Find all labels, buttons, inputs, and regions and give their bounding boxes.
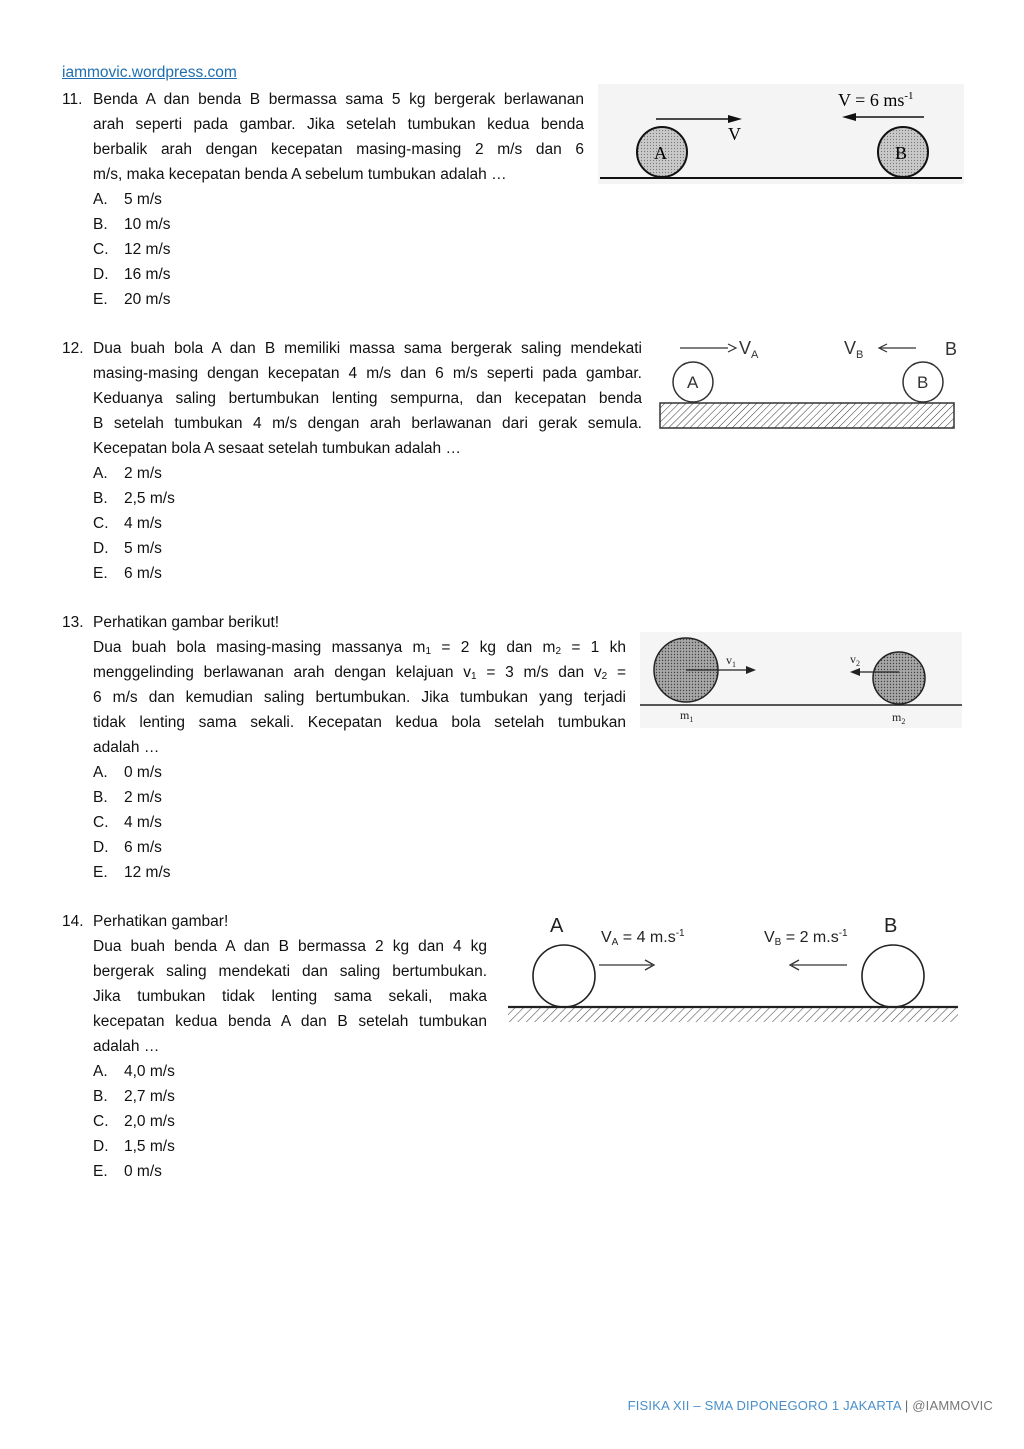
label-b: B xyxy=(945,339,958,359)
option-d[interactable] xyxy=(93,1134,487,1159)
option-letter: E. xyxy=(93,1163,108,1180)
option-b[interactable] xyxy=(93,212,584,237)
option-letter: A. xyxy=(93,764,108,781)
option-text: 4 m/s xyxy=(124,814,162,831)
option-text: 12 m/s xyxy=(124,864,171,881)
options-list xyxy=(93,461,642,586)
question-13 xyxy=(62,610,626,885)
option-text: 2,7 m/s xyxy=(124,1088,175,1105)
option-letter: E. xyxy=(93,864,108,881)
vb-label: VB = 2 $m.s^{-1}$ xyxy=(764,928,848,948)
option-a[interactable] xyxy=(93,1059,487,1084)
option-e[interactable] xyxy=(93,1159,487,1184)
option-text: 4 m/s xyxy=(124,515,162,532)
question-14 xyxy=(62,909,487,1184)
label-a: A xyxy=(550,915,564,937)
figure-q12 xyxy=(656,334,966,434)
text-line: B setelah tumbukan 4 m/s dengan arah berlawanan dari gerak semula. xyxy=(93,415,642,432)
option-b[interactable] xyxy=(93,486,642,511)
footer-handle: @IAMMOVIC xyxy=(912,1398,993,1413)
arrowhead-a xyxy=(728,344,736,352)
figure-q11 xyxy=(598,84,964,184)
text-line: berbalik arah dengan kecepatan masing-masing 2 m/s dan 6 xyxy=(93,141,584,158)
option-text: 6 m/s xyxy=(124,839,162,856)
option-e[interactable] xyxy=(93,561,642,586)
text-line: kecepatan kedua benda A dan B setelah tumbukan xyxy=(93,1013,487,1030)
text-line: Dua buah bola A dan B memiliki massa sama bergerak saling mendekati xyxy=(93,340,642,357)
options-list xyxy=(93,1059,487,1184)
question-text xyxy=(93,909,487,1059)
option-b[interactable] xyxy=(93,785,626,810)
text-line: Jika tumbukan tidak lenting sama sekali, maka xyxy=(93,988,487,1005)
option-letter: B. xyxy=(93,490,108,507)
option-letter: D. xyxy=(93,266,109,283)
vb-label: $V_B$ xyxy=(844,338,864,361)
option-text: 16 m/s xyxy=(124,266,171,283)
text-line: menggelinding berlawanan arah dengan kelajuan $v_1 = 3$ m/s dan $v_2$ = xyxy=(93,664,626,682)
figure-q14 xyxy=(504,908,962,1026)
option-text: 5 m/s xyxy=(124,540,162,557)
question-text xyxy=(93,87,584,187)
option-c[interactable] xyxy=(93,237,584,262)
ground-hatch xyxy=(508,1007,958,1022)
text-line: tidak lenting sama sekali. Kecepatan kedua bola setelah tumbukan xyxy=(93,714,626,731)
page-footer xyxy=(0,1398,993,1413)
figure-q13 xyxy=(640,632,962,728)
text-line: Benda A dan benda B bermassa sama 5 kg bergerak berlawanan xyxy=(93,91,584,108)
m1-label: $m_1$ xyxy=(680,708,694,724)
question-number: 14. xyxy=(62,913,84,930)
option-a[interactable] xyxy=(93,187,584,212)
option-text: 6 m/s xyxy=(124,565,162,582)
option-letter: C. xyxy=(93,814,109,831)
option-letter: D. xyxy=(93,540,109,557)
ball-a xyxy=(533,945,595,1007)
option-c[interactable] xyxy=(93,1109,487,1134)
option-d[interactable] xyxy=(93,262,584,287)
text-line: Dua buah bola masing-masing massanya $m_1 = 2$ kg dan $m_2 = 1$ kh xyxy=(93,639,626,657)
option-e[interactable] xyxy=(93,860,626,885)
option-letter: B. xyxy=(93,789,108,806)
text-line: arah seperti pada gambar. Jika setelah tumbukan kedua benda xyxy=(93,116,584,133)
ball-b xyxy=(862,945,924,1007)
option-letter: E. xyxy=(93,291,108,308)
option-text: 10 m/s xyxy=(124,216,171,233)
footer-separator: | xyxy=(904,1398,909,1413)
text-line: m/s, maka kecepatan benda A sebelum tumbukan adalah … xyxy=(93,166,507,183)
option-letter: C. xyxy=(93,241,109,258)
option-text: 20 m/s xyxy=(124,291,171,308)
va-label: $V_A$ xyxy=(739,338,759,361)
option-text: 4,0 m/s xyxy=(124,1063,175,1080)
option-c[interactable] xyxy=(93,810,626,835)
text-line: masing-masing dengan kecepatan 4 m/s dan 6 m/s seperti pada gambar. xyxy=(93,365,642,382)
option-letter: B. xyxy=(93,216,108,233)
option-text: 12 m/s xyxy=(124,241,171,258)
option-c[interactable] xyxy=(93,511,642,536)
option-d[interactable] xyxy=(93,835,626,860)
option-letter: A. xyxy=(93,465,108,482)
option-letter: D. xyxy=(93,839,109,856)
footer-title: FISIKA XII – SMA DIPONEGORO 1 JAKARTA xyxy=(627,1398,902,1413)
m2-label: $m_2$ xyxy=(892,710,906,726)
option-e[interactable] xyxy=(93,287,584,312)
option-text: 2,5 m/s xyxy=(124,490,175,507)
option-text: 2 m/s xyxy=(124,465,162,482)
ball-m2 xyxy=(873,652,925,704)
option-letter: D. xyxy=(93,1138,109,1155)
question-11 xyxy=(62,87,584,312)
header-link[interactable]: iammovic.wordpress.com xyxy=(62,64,237,81)
arrow-label-v: V xyxy=(728,124,741,144)
ball-b-label: B xyxy=(917,373,929,392)
text-line: Perhatikan gambar berikut! xyxy=(93,614,280,631)
option-a[interactable] xyxy=(93,461,642,486)
option-a[interactable] xyxy=(93,760,626,785)
option-letter: C. xyxy=(93,515,109,532)
text-line: 6 m/s dan kemudian saling bertumbukan. Jika tumbukan yang terjadi xyxy=(93,689,626,706)
ball-a-label: A xyxy=(687,373,699,392)
option-letter: A. xyxy=(93,1063,108,1080)
question-number: 13. xyxy=(62,614,84,631)
ball-a-label: A xyxy=(654,143,667,163)
option-letter: C. xyxy=(93,1113,109,1130)
option-letter: A. xyxy=(93,191,108,208)
ground-block xyxy=(660,403,954,428)
speed-label-b: V = 6 $ms^{-1}$ xyxy=(838,90,914,110)
option-text: 5 m/s xyxy=(124,191,162,208)
question-text xyxy=(93,336,642,461)
label-b: B xyxy=(884,915,898,937)
question-12 xyxy=(62,336,642,586)
option-d[interactable] xyxy=(93,536,642,561)
v1-label: $v_1$ xyxy=(726,653,736,669)
text-line: Kecepatan bola A sesaat setelah tumbukan adalah … xyxy=(93,440,461,457)
option-text: 2 m/s xyxy=(124,789,162,806)
options-list xyxy=(93,760,626,885)
va-label: VA = 4 $m.s^{-1}$ xyxy=(601,928,685,948)
text-line: Keduanya saling bertumbukan lenting sempurna, dan kecepatan benda xyxy=(93,390,642,407)
question-number: 11. xyxy=(62,91,83,108)
text-line: Dua buah benda A dan B bermassa 2 kg dan 4 kg xyxy=(93,938,487,955)
options-list xyxy=(93,187,584,312)
option-text: 1,5 m/s xyxy=(124,1138,175,1155)
text-line: adalah … xyxy=(93,1038,160,1055)
option-letter: E. xyxy=(93,565,108,582)
question-text xyxy=(93,610,626,760)
option-text: 2,0 m/s xyxy=(124,1113,175,1130)
text-line: adalah … xyxy=(93,739,160,756)
option-letter: B. xyxy=(93,1088,108,1105)
option-b[interactable] xyxy=(93,1084,487,1109)
ball-b-label: B xyxy=(895,143,908,163)
v2-label: $v_2$ xyxy=(850,652,860,668)
text-line: Perhatikan gambar! xyxy=(93,913,229,930)
option-text: 0 m/s xyxy=(124,1163,162,1180)
text-line: bergerak saling mendekati dan saling bertumbukan. xyxy=(93,963,487,980)
option-text: 0 m/s xyxy=(124,764,162,781)
question-number: 12. xyxy=(62,340,84,357)
